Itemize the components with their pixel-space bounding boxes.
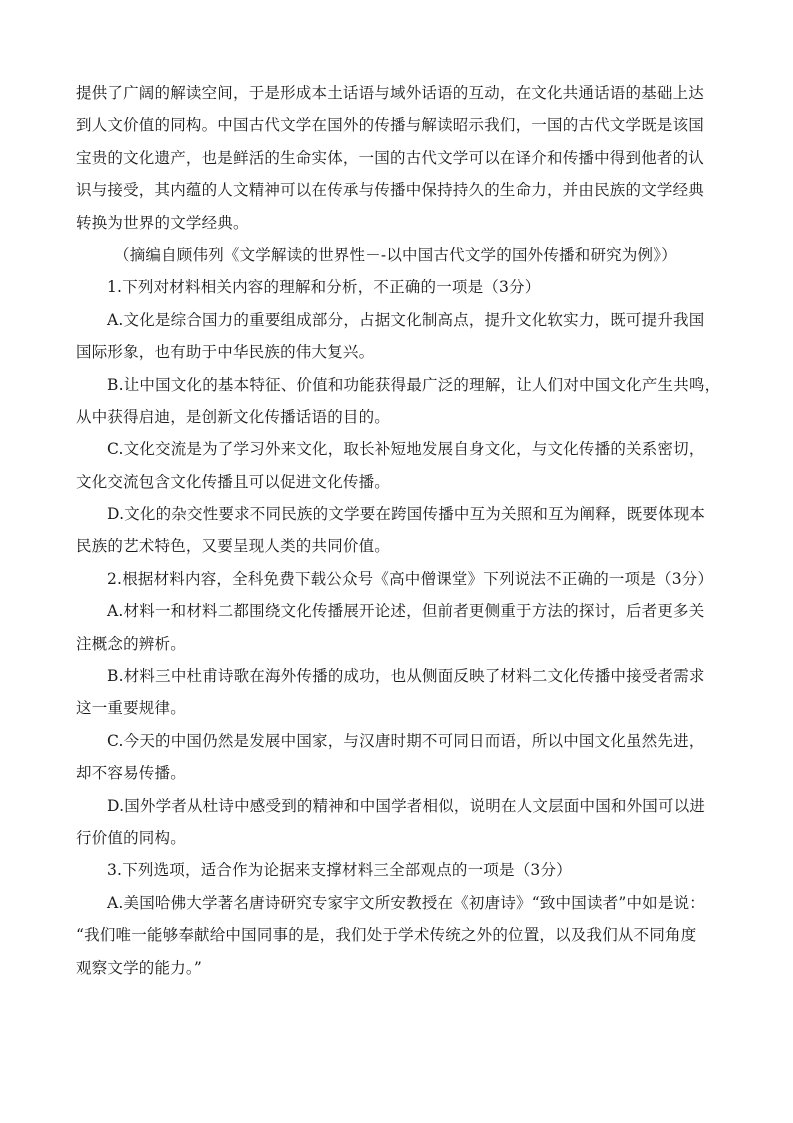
question-1-option-d-cont: 民族的艺术特色，又要呈现人类的共同价值。 bbox=[76, 537, 391, 556]
question-1-option-b: B.让中国文化的基本特征、价值和功能获得最广泛的理解，让人们对中国文化产生共鸣， bbox=[107, 375, 721, 394]
question-2-stem: 2.根据材料内容，全科免费下载公众号《高中僧课堂》下列说法不正确的一项是（3分） bbox=[107, 569, 714, 588]
question-3-option-a-cont-2: 观察文学的能力。” bbox=[76, 958, 202, 977]
question-2-option-b: B.材料三中杜甫诗歌在海外传播的成功，也从侧面反映了材料二文化传播中接受者需求 bbox=[107, 667, 705, 686]
question-3-stem: 3.下列选项，适合作为论据来支撑材料三全部观点的一项是（3分） bbox=[107, 861, 572, 880]
question-3-option-a-cont: “我们唯一能够奉献给中国同事的是，我们处于学术传统之外的位置，以及我们从不同角度 bbox=[76, 926, 697, 945]
question-2-option-b-cont: 这一重要规律。 bbox=[76, 699, 186, 718]
question-2-option-c: C.今天的中国仍然是发展中国家，与汉唐时期不可同日而语，所以中国文化虽然先进， bbox=[107, 731, 705, 750]
passage-line: 识与接受，其内蕴的人文精神可以在传承与传播中保持持久的生命力，并由民族的文学经典 bbox=[76, 181, 705, 200]
passage-line: 转换为世界的文学经典。 bbox=[76, 213, 249, 232]
question-1-stem: 1.下列对材料相关内容的理解和分析，不正确的一项是（3分） bbox=[107, 278, 541, 297]
passage-line: 宝贵的文化遗产，也是鲜活的生命实体，一国的古代文学可以在译介和传播中得到他者的认 bbox=[76, 148, 705, 167]
question-1-option-c: C.文化交流是为了学习外来文化，取长补短地发展自身文化，与文化传播的关系密切， bbox=[107, 440, 705, 459]
question-2-option-d-cont: 行价值的同构。 bbox=[76, 828, 186, 847]
question-1-option-b-cont: 从中获得启迪，是创新文化传播话语的目的。 bbox=[76, 407, 391, 426]
question-3-option-a: A.美国哈佛大学著名唐诗研究专家宇文所安教授在《初唐诗》“致中国读者”中如是说： bbox=[107, 893, 705, 912]
question-2-option-d: D.国外学者从杜诗中感受到的精神和中国学者相似，说明在人文层面中国和外国可以进 bbox=[107, 796, 706, 815]
question-1-option-a: A.文化是综合国力的重要组成部分，占据文化制高点，提升文化软实力，既可提升我国 bbox=[107, 310, 705, 329]
document-page bbox=[76, 77, 721, 984]
question-2-option-a-cont: 注概念的辨析。 bbox=[76, 634, 186, 653]
passage-line: 到人文价值的同构。中国古代文学在国外的传播与解读昭示我们，一国的古代文学既是该国 bbox=[76, 116, 705, 135]
question-1-option-a-cont: 国际形象，也有助于中华民族的伟大复兴。 bbox=[76, 343, 375, 362]
passage-line: 提供了广阔的解读空间，于是形成本土话语与域外话语的互动，在文化共通话语的基础上达 bbox=[76, 84, 705, 102]
question-1-option-c-cont: 文化交流包含文化传播且可以促进文化传播。 bbox=[76, 472, 391, 491]
passage-source: （摘编自顾伟列《文学解读的世界性－-以中国古代文学的国外传播和研究为例》） bbox=[114, 245, 677, 264]
question-1-option-d: D.文化的杂交性要求不同民族的文学要在跨国传播中互为关照和互为阐释，既要体现本 bbox=[107, 505, 706, 524]
question-2-option-a: A.材料一和材料二都围绕文化传播展开论述，但前者更侧重于方法的探讨，后者更多关 bbox=[107, 602, 705, 621]
question-2-option-c-cont: 却不容易传播。 bbox=[76, 764, 186, 783]
